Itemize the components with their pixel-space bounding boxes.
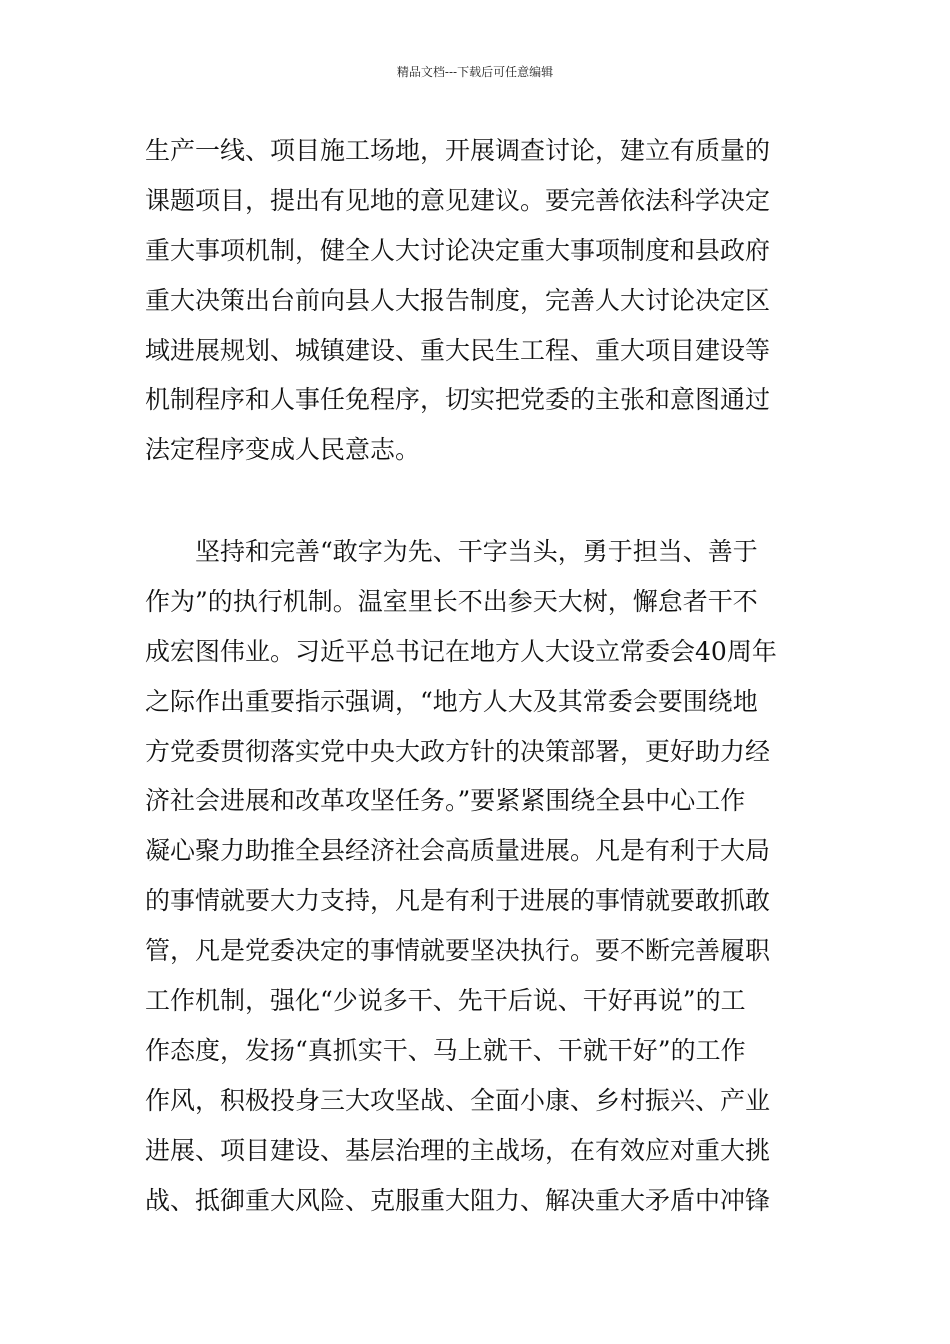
text-line: 管，凡是党委决定的事情就要坚决执行。要不断完善履职 (145, 936, 771, 966)
text-line: 生产一线、项目施工场地，开展调查讨论，建立有质量的 (145, 136, 771, 165)
text-line: 作态度，发扬“真抓实干、马上就干、干就干好”的工作 (145, 1035, 746, 1065)
text-line: 机制程序和人事任免程序，切实把党委的主张和意图通过 (145, 385, 771, 415)
paragraph-2 (145, 527, 815, 1225)
text-line: 课题项目，提出有见地的意见建议。要完善依法科学决定 (145, 185, 771, 215)
text-line: 之际作出重要指示强调，“地方人大及其常委会要围绕地 (145, 686, 758, 716)
text-line: 凝心聚力助推全县经济社会高质量进展。凡是有利于大局 (145, 836, 771, 866)
text-line: 济社会进展和改革攻坚任务。”要紧紧围绕全县中心工作 (145, 786, 746, 816)
text-line: 重大决策出台前向县人大报告制度，完善人大讨论决定区 (145, 285, 771, 315)
text-line: 作为”的执行机制。温室里长不出参天大树，懈怠者干不 (145, 586, 758, 616)
text-line: 工作机制，强化“少说多干、先干后说、干好再说”的工 (145, 986, 746, 1016)
page-header: 精品文档---下载后可任意编辑 (396, 65, 554, 79)
text-line: 进展、项目建设、基层治理的主战场，在有效应对重大挑 (145, 1135, 771, 1165)
text-line: 的事情就要大力支持，凡是有利于进展的事情就要敢抓敢 (145, 886, 771, 916)
text-line: 方党委贯彻落实党中央大政方针的决策部署，更好助力经 (145, 736, 771, 766)
text-line: 作风，积极投身三大攻坚战、全面小康、乡村振兴、产业 (145, 1085, 771, 1115)
text-line: 成宏图伟业。习近平总书记在地方人大设立常委会40周年 (145, 636, 777, 666)
text-line: 坚持和完善“敢字为先、干字当头，勇于担当、善于 (145, 537, 758, 566)
paragraph-1 (145, 126, 815, 475)
text-line: 战、抵御重大风险、克服重大阻力、解决重大矛盾中冲锋 (145, 1185, 771, 1215)
text-line: 域进展规划、城镇建设、重大民生工程、重大项目建设等 (145, 335, 771, 365)
text-line: 法定程序变成人民意志。 (145, 435, 421, 465)
text-line: 重大事项机制，健全人大讨论决定重大事项制度和县政府 (145, 235, 771, 265)
